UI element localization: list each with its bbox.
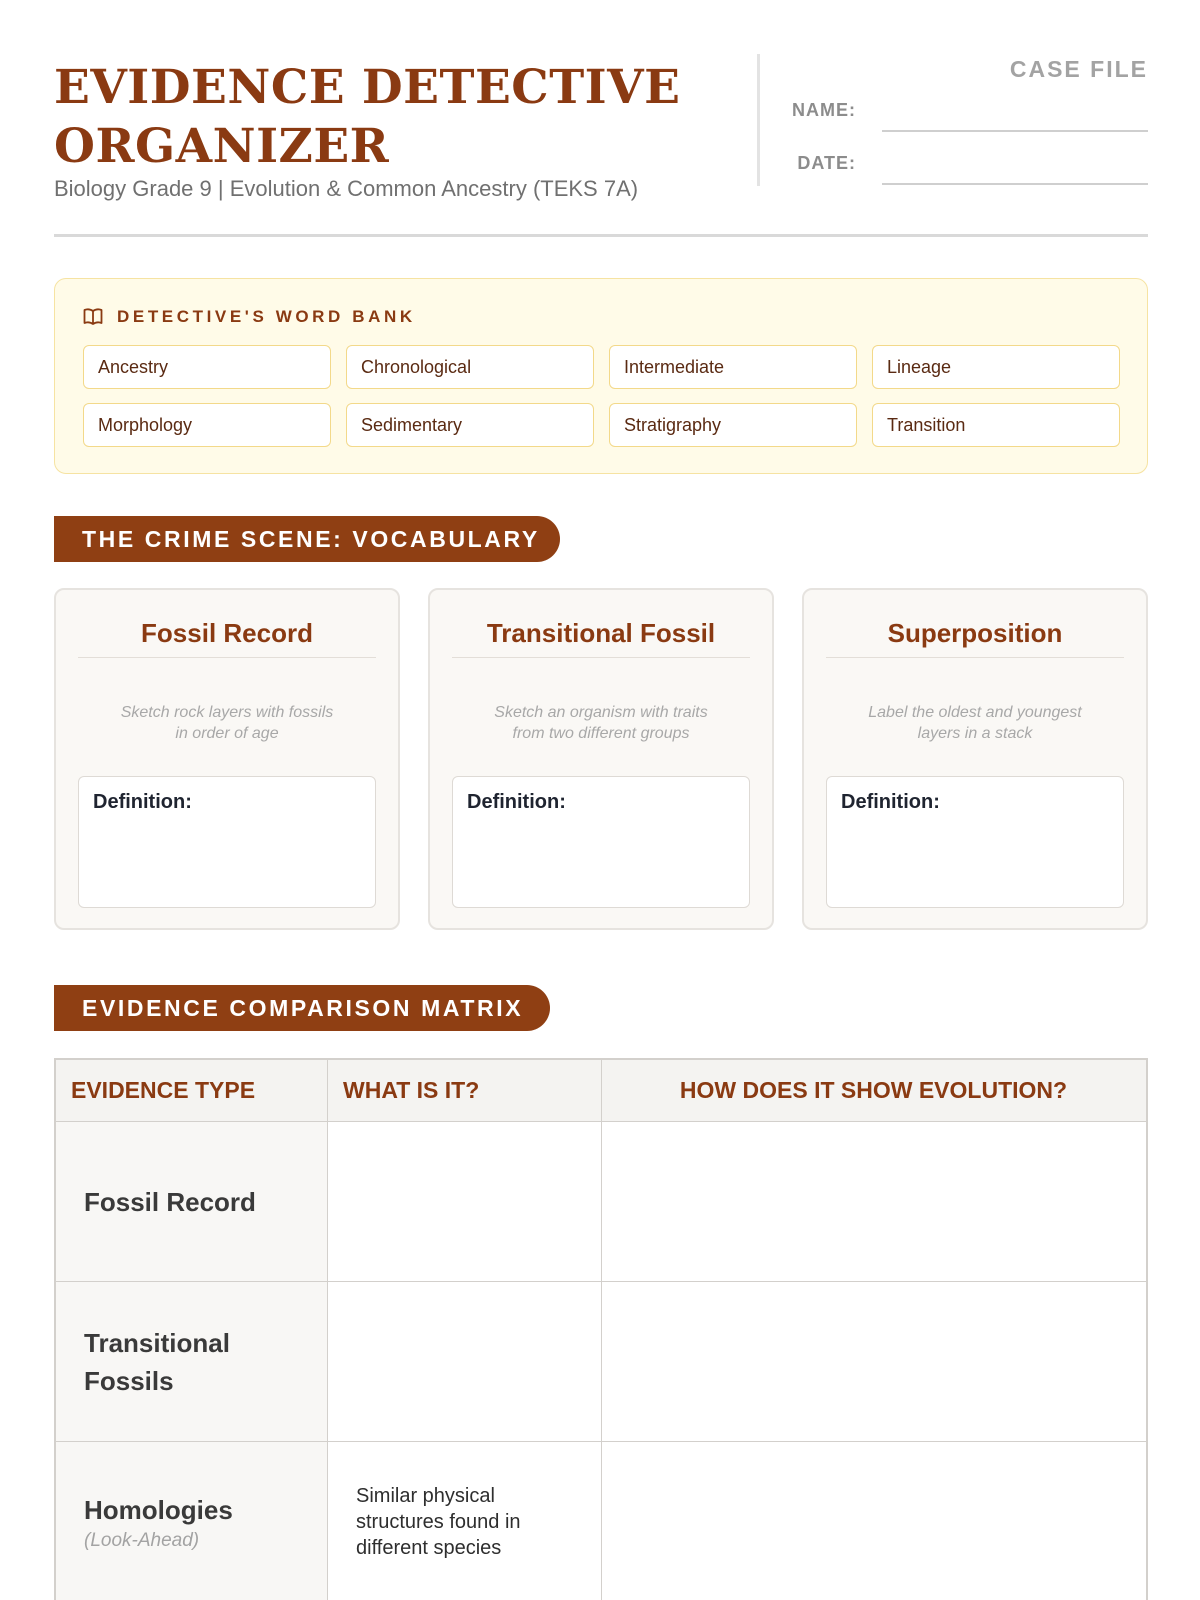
vocab-card-fossil-record (54, 588, 400, 930)
definition-label: Definition: (841, 791, 940, 813)
matrix-banner: EVIDENCE COMPARISON MATRIX (54, 985, 550, 1031)
date-label: DATE: (797, 153, 856, 173)
vocab-card-title: Fossil Record (78, 618, 376, 658)
evidence-type-text: Fossils (84, 1365, 174, 1396)
what-is-it-text: Similar physical structures found in different species (356, 1484, 521, 1559)
matrix-row-homologies (56, 1442, 1146, 1600)
definition-box[interactable] (826, 776, 1124, 908)
vocab-card-title: Transitional Fossil (452, 618, 750, 658)
evidence-type-label (84, 1183, 317, 1221)
vocab-card-hint[interactable] (86, 702, 368, 744)
word-bank-term: Stratigraphy (609, 403, 857, 447)
evidence-type-note: (Look-Ahead) (84, 1529, 200, 1551)
header-rule (54, 234, 1148, 237)
header (54, 52, 1148, 236)
how-shows-evolution-cell[interactable] (602, 1122, 1145, 1281)
evidence-type-cell (56, 1282, 328, 1441)
evidence-type-cell (56, 1442, 328, 1600)
vocab-card-superposition (802, 588, 1148, 930)
word-bank-term: Ancestry (83, 345, 331, 389)
hint-line: Label the oldest and youngest (868, 704, 1082, 721)
evidence-type-label (84, 1324, 317, 1400)
vocabulary-cards (54, 588, 1148, 930)
hint-line: Sketch an organism with traits (494, 704, 708, 721)
page-title: EVIDENCE DETECTIVE ORGANIZER (54, 60, 681, 174)
matrix-row-fossil-record (56, 1122, 1146, 1282)
word-bank (54, 278, 1148, 474)
column-header: HOW DOES IT SHOW EVOLUTION? (679, 1077, 1068, 1103)
how-shows-evolution-cell[interactable] (602, 1442, 1145, 1600)
word-bank-term: Intermediate (609, 345, 857, 389)
word-bank-term: Morphology (83, 403, 331, 447)
name-field[interactable] (882, 130, 1148, 132)
how-shows-evolution-cell[interactable] (602, 1282, 1145, 1441)
vocab-card-transitional-fossil (428, 588, 774, 930)
word-bank-term: Chronological (346, 345, 594, 389)
word-bank-title: DETECTIVE'S WORD BANK (117, 307, 416, 326)
hint-line: Sketch rock layers with fossils (120, 704, 334, 721)
page-subtitle: Biology Grade 9 | Evolution & Common Ancestry (TEKS 7A) (54, 176, 639, 201)
header-divider (757, 54, 760, 186)
definition-box[interactable] (452, 776, 750, 908)
word-bank-heading (83, 307, 416, 327)
hint-line: from two different groups (512, 725, 690, 742)
what-is-it-cell[interactable] (328, 1442, 602, 1600)
word-bank-grid (83, 345, 1121, 447)
hint-line: layers in a stack (917, 725, 1033, 742)
evidence-type-text: Fossil Record (84, 1186, 256, 1217)
vocab-card-title: Superposition (826, 618, 1124, 658)
date-field[interactable] (882, 183, 1148, 185)
column-header: WHAT IS IT? (328, 1060, 602, 1121)
vocabulary-banner: THE CRIME SCENE: VOCABULARY (54, 516, 560, 562)
matrix-row-transitional-fossils (56, 1282, 1146, 1442)
evidence-type-cell (56, 1122, 328, 1281)
definition-label: Definition: (467, 791, 566, 813)
definition-label: Definition: (93, 791, 192, 813)
name-label: NAME: (792, 100, 856, 120)
case-file-label: CASE FILE (1009, 56, 1148, 82)
hint-line: in order of age (175, 725, 279, 742)
definition-box[interactable] (78, 776, 376, 908)
what-is-it-cell[interactable] (328, 1282, 602, 1441)
word-bank-term: Transition (872, 403, 1120, 447)
evidence-type-text: Transitional (84, 1327, 230, 1358)
vocab-card-hint[interactable] (834, 702, 1116, 744)
evidence-type-text: Homologies (84, 1494, 233, 1525)
word-bank-term: Sedimentary (346, 403, 594, 447)
what-is-it-cell[interactable] (328, 1122, 602, 1281)
open-book-icon (83, 308, 103, 326)
column-header: EVIDENCE TYPE (56, 1060, 328, 1121)
vocab-card-hint[interactable] (460, 702, 742, 744)
evidence-type-label (84, 1491, 317, 1553)
matrix-header-row (56, 1060, 1146, 1122)
word-bank-term: Lineage (872, 345, 1120, 389)
evidence-matrix (54, 1058, 1148, 1600)
